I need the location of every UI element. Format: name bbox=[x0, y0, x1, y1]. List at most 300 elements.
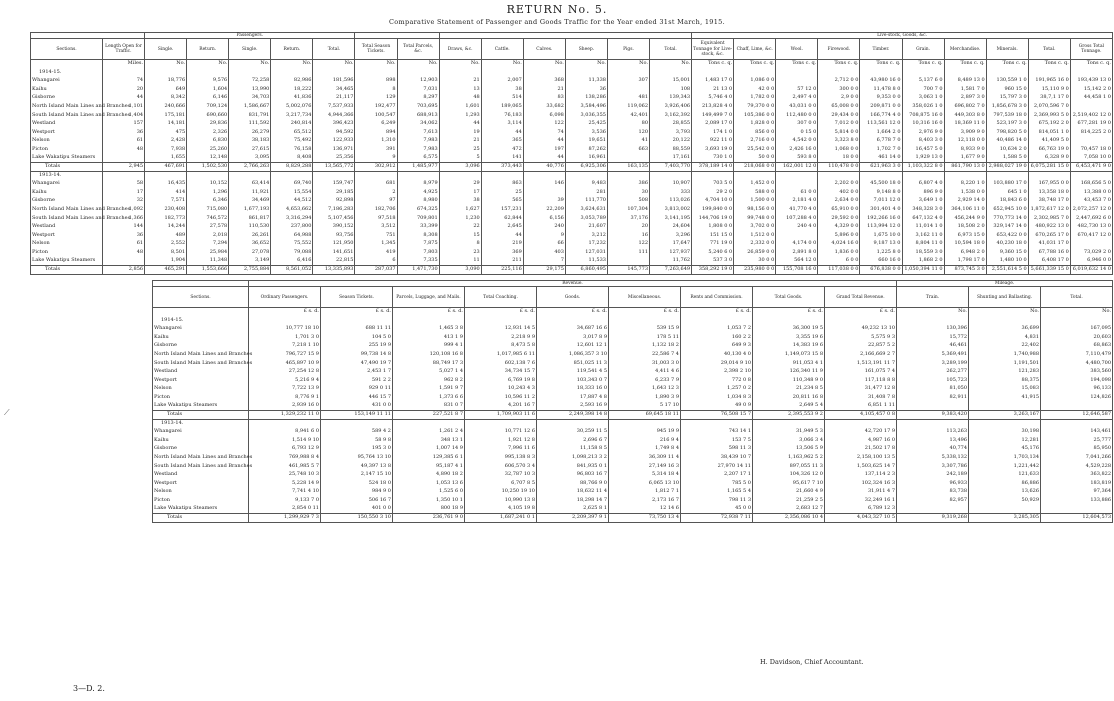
unit-cell: No. bbox=[481, 60, 523, 69]
data-cell: 743 14 1 bbox=[681, 428, 753, 437]
unit-cell: No. bbox=[523, 60, 565, 69]
data-cell: 3,095 bbox=[229, 154, 271, 163]
data-cell: 1,366 bbox=[103, 214, 145, 223]
data-cell: 4,704 10 0 bbox=[692, 197, 734, 206]
data-cell bbox=[1041, 402, 1113, 411]
data-cell: 14,383 19 6 bbox=[753, 342, 825, 351]
data-cell: 6,851 1 11 bbox=[825, 402, 897, 411]
data-cell: 82,957 bbox=[897, 497, 969, 506]
data-cell: 1,581 7 0 bbox=[944, 85, 986, 94]
data-cell: 37,176 bbox=[607, 214, 649, 223]
data-cell: 21,259 2 5 bbox=[753, 497, 825, 506]
data-cell: 1,257 0 2 bbox=[681, 385, 753, 394]
data-cell: 67,788 16 0 bbox=[1028, 249, 1070, 258]
total-cell: 873,745 3 0 bbox=[944, 266, 986, 275]
blank-cell bbox=[145, 171, 187, 180]
unit-cell: Tons c. q. bbox=[776, 60, 818, 69]
section-name: Westland bbox=[153, 368, 249, 377]
data-cell: 32 bbox=[103, 197, 145, 206]
data-cell: 365 bbox=[481, 137, 523, 146]
data-cell: 3,162 11 0 bbox=[902, 231, 944, 240]
data-cell: 119,541 4 5 bbox=[537, 368, 609, 377]
data-cell: 4,944,366 bbox=[313, 111, 355, 120]
data-cell: 18,776 bbox=[145, 77, 187, 86]
total-cell: 13,335,893 bbox=[313, 266, 355, 275]
table-row bbox=[153, 376, 1113, 385]
data-cell: 139,343 bbox=[650, 94, 692, 103]
data-cell: 79,088 bbox=[271, 249, 313, 258]
data-cell: 6,575 bbox=[397, 154, 439, 163]
data-cell: 1,808 0 0 bbox=[692, 223, 734, 232]
data-cell: 98,156 0 0 bbox=[734, 206, 776, 215]
data-cell: 482,730 13 0 bbox=[1070, 223, 1112, 232]
data-cell: 1,098,213 3 2 bbox=[537, 454, 609, 463]
data-cell: 6,346 bbox=[187, 197, 229, 206]
data-cell: 2,181 4 0 bbox=[776, 197, 818, 206]
data-cell: 1,836 0 0 bbox=[818, 249, 860, 258]
blank-cell bbox=[187, 171, 229, 180]
data-cell: 18,298 14 7 bbox=[537, 497, 609, 506]
data-cell: 5,002,076 bbox=[271, 103, 313, 112]
data-cell: 2,218 9 9 bbox=[465, 333, 537, 342]
total-cell: 2,209,397 9 1 bbox=[537, 514, 609, 523]
blank-cell bbox=[692, 68, 734, 77]
data-cell: 771 19 0 bbox=[692, 240, 734, 249]
unit-cell: Tons c. q. bbox=[1028, 60, 1070, 69]
data-cell: 1,740,988 bbox=[969, 351, 1041, 360]
data-cell: 27,970 14 11 bbox=[681, 462, 753, 471]
data-cell: 22,402 bbox=[969, 342, 1041, 351]
data-cell: 42 0 0 bbox=[734, 85, 776, 94]
data-cell: 861,817 bbox=[229, 214, 271, 223]
data-cell: 2,166,669 2 7 bbox=[825, 351, 897, 360]
data-cell: 2,649 5 4 bbox=[753, 402, 825, 411]
data-cell: 7,996 11 6 bbox=[465, 445, 537, 454]
data-cell: 6,065 13 10 bbox=[609, 479, 681, 488]
data-cell: 593 8 0 bbox=[776, 154, 818, 163]
column-header: Cattle. bbox=[481, 39, 523, 60]
blank-cell bbox=[753, 316, 825, 325]
column-header: Grain. bbox=[902, 39, 944, 60]
column-header: Wool. bbox=[776, 39, 818, 60]
data-cell: 48 bbox=[103, 146, 145, 155]
data-cell: 1,017,985 6 11 bbox=[465, 351, 537, 360]
section-name: Picton bbox=[31, 249, 103, 258]
data-cell: 120 bbox=[607, 128, 649, 137]
total-cell: 302,912 bbox=[355, 163, 397, 172]
data-cell: 770,773 14 0 bbox=[986, 214, 1028, 223]
data-cell: 1,503,625 14 7 bbox=[825, 462, 897, 471]
section-name: Westport bbox=[31, 128, 103, 137]
data-cell: 237,800 bbox=[271, 223, 313, 232]
year-row bbox=[31, 171, 1113, 180]
total-cell: 76,508 15 7 bbox=[681, 411, 753, 420]
data-cell: 465,897 10 9 bbox=[249, 359, 321, 368]
data-cell: 663 bbox=[607, 146, 649, 155]
data-cell: 29,836 bbox=[187, 120, 229, 129]
data-cell: 34,062 bbox=[397, 120, 439, 129]
data-cell: 769,988 8 4 bbox=[249, 454, 321, 463]
unit-cell: £ s. d. bbox=[393, 308, 465, 317]
data-cell: 4,480,700 bbox=[1041, 359, 1113, 368]
data-cell: 11,478 8 0 bbox=[860, 85, 902, 94]
data-cell: 10,316 16 0 bbox=[902, 120, 944, 129]
data-cell: 700 7 0 bbox=[902, 85, 944, 94]
blank-cell bbox=[753, 419, 825, 428]
data-cell: 43,453 7 0 bbox=[1070, 197, 1112, 206]
section-name: Westland bbox=[31, 120, 103, 129]
blank-cell bbox=[537, 419, 609, 428]
unit-cell: No. bbox=[397, 60, 439, 69]
data-cell: 715,080 bbox=[187, 206, 229, 215]
data-cell: 945 19 9 bbox=[609, 428, 681, 437]
table-row bbox=[153, 359, 1113, 368]
data-cell: 32,249 16 1 bbox=[825, 497, 897, 506]
data-cell: 96,803 16 7 bbox=[537, 471, 609, 480]
column-header-row bbox=[153, 287, 1113, 308]
margin-mark: ⟋ bbox=[4, 408, 10, 417]
data-cell: 1,655 bbox=[145, 154, 187, 163]
data-cell: 29 2 0 bbox=[692, 188, 734, 197]
blank-cell bbox=[397, 171, 439, 180]
data-cell: 18,222 bbox=[271, 85, 313, 94]
data-cell: 7,741 4 10 bbox=[249, 488, 321, 497]
data-cell: 8 bbox=[355, 85, 397, 94]
blank-cell bbox=[825, 419, 897, 428]
data-cell: 3,066 3 4 bbox=[753, 436, 825, 445]
data-cell: 30 bbox=[607, 188, 649, 197]
data-cell: 5 17 10 bbox=[609, 402, 681, 411]
data-cell: 7,012 0 0 bbox=[818, 120, 860, 129]
data-cell: 524 18 0 bbox=[321, 479, 393, 488]
total-cell: 110,478 0 0 bbox=[818, 163, 860, 172]
data-cell: 1,872,617 12 0 bbox=[1028, 206, 1070, 215]
unit-cell: Tons c. q. bbox=[902, 60, 944, 69]
data-cell: 34,703 bbox=[229, 94, 271, 103]
data-cell: 182,706 bbox=[355, 206, 397, 215]
data-cell: 20 bbox=[103, 85, 145, 94]
data-cell: 675,192 2 0 bbox=[1028, 120, 1070, 129]
data-cell: 88,766 9 0 bbox=[537, 479, 609, 488]
totals-row bbox=[153, 411, 1113, 420]
data-cell: 74 bbox=[523, 128, 565, 137]
blank-cell bbox=[1070, 171, 1112, 180]
data-cell: 138,286 bbox=[565, 94, 607, 103]
data-cell: 22,857 5 2 bbox=[825, 342, 897, 351]
year-row bbox=[31, 68, 1113, 77]
column-header: Total. bbox=[313, 39, 355, 60]
data-cell: 5,746 4 0 bbox=[692, 94, 734, 103]
data-cell: 41,915 bbox=[969, 394, 1041, 403]
data-cell: 1,225 8 0 bbox=[860, 249, 902, 258]
data-cell: 41,409 5 0 bbox=[1028, 137, 1070, 146]
data-cell: 240 4 0 bbox=[776, 223, 818, 232]
data-cell: 88,375 bbox=[969, 376, 1041, 385]
data-cell: 446 15 7 bbox=[321, 394, 393, 403]
data-cell: 3,063 1 0 bbox=[902, 94, 944, 103]
data-cell: 670,265 17 0 bbox=[1028, 231, 1070, 240]
total-cell: 2,755,884 bbox=[229, 266, 271, 275]
section-name: Nelson bbox=[153, 488, 249, 497]
column-header: Length Open for Traffic. bbox=[103, 39, 145, 60]
data-cell: 9,148 8 0 bbox=[860, 188, 902, 197]
data-cell bbox=[607, 154, 649, 163]
data-cell: 369 bbox=[481, 249, 523, 258]
data-cell: 25,425 bbox=[565, 120, 607, 129]
table-row bbox=[31, 146, 1113, 155]
data-cell: 12,148 bbox=[187, 154, 229, 163]
data-cell: 383,560 bbox=[1041, 368, 1113, 377]
data-cell: 20,603 bbox=[1041, 333, 1113, 342]
data-cell: 1,086,357 3 10 bbox=[537, 351, 609, 360]
data-cell: 230,408 bbox=[145, 206, 187, 215]
total-cell: 1,687,241 0 1 bbox=[465, 514, 537, 523]
blank-cell bbox=[481, 171, 523, 180]
data-cell: 7,983 bbox=[397, 146, 439, 155]
table-row bbox=[31, 206, 1113, 215]
data-cell: 5,137 6 0 bbox=[902, 77, 944, 86]
data-cell: 22,209 bbox=[523, 206, 565, 215]
traffic-table bbox=[30, 32, 1113, 275]
data-cell: 95,617 7 10 bbox=[753, 479, 825, 488]
section-name: North Island Main Lines and Branches bbox=[153, 454, 249, 463]
table-row bbox=[153, 351, 1113, 360]
data-cell: 8,776 9 1 bbox=[249, 394, 321, 403]
section-name: Westland bbox=[31, 223, 103, 232]
data-cell: 4,024 16 0 bbox=[818, 240, 860, 249]
data-cell: 8,941 6 0 bbox=[249, 428, 321, 437]
data-cell: 2,976 9 0 bbox=[902, 128, 944, 137]
data-cell: 127,031 bbox=[565, 249, 607, 258]
total-cell: 3,285,305 bbox=[969, 514, 1041, 523]
year-label: 1913-14. bbox=[31, 171, 103, 180]
data-cell: 1,293 bbox=[439, 111, 481, 120]
data-cell: 3,909 9 0 bbox=[944, 128, 986, 137]
data-cell: 61 bbox=[103, 240, 145, 249]
blank-cell bbox=[103, 171, 145, 180]
data-cell: 1,868 2 0 bbox=[902, 257, 944, 266]
data-cell: 44 bbox=[523, 137, 565, 146]
table-row bbox=[153, 454, 1113, 463]
data-cell: 111 bbox=[607, 249, 649, 258]
table-row bbox=[31, 180, 1113, 189]
data-cell: 5,027 1 4 bbox=[393, 368, 465, 377]
data-cell: 7 bbox=[523, 257, 565, 266]
data-cell: 26,261 bbox=[229, 231, 271, 240]
data-cell: 61 0 0 bbox=[776, 188, 818, 197]
data-cell: 1,465 3 8 bbox=[393, 325, 465, 334]
unit-cell: Tons c. q. bbox=[818, 60, 860, 69]
data-cell: 21,502 17 8 bbox=[825, 445, 897, 454]
data-cell: 12,931 14 5 bbox=[465, 325, 537, 334]
total-cell: 2,356,086 10 4 bbox=[753, 514, 825, 523]
blank-cell bbox=[249, 316, 321, 325]
data-cell: 16 bbox=[607, 231, 649, 240]
data-cell: 814,051 1 0 bbox=[1028, 128, 1070, 137]
data-cell: 1,310 bbox=[355, 137, 397, 146]
data-cell: 1,675 10 0 bbox=[860, 231, 902, 240]
data-cell: 3,584,496 bbox=[565, 103, 607, 112]
data-cell: 64,988 bbox=[271, 231, 313, 240]
data-cell: 708,875 16 0 bbox=[902, 111, 944, 120]
unit-cell: Tons c. q. bbox=[944, 60, 986, 69]
data-cell: 3,307,786 bbox=[897, 462, 969, 471]
data-cell: 480,922 13 0 bbox=[1028, 223, 1070, 232]
data-cell: 1,483 17 0 bbox=[692, 77, 734, 86]
unit-cell: Tons c. q. bbox=[692, 60, 734, 69]
data-cell: 386 bbox=[607, 180, 649, 189]
data-cell: 137,114 2 3 bbox=[825, 471, 897, 480]
section-name: Gisborne bbox=[31, 94, 103, 103]
blank-cell bbox=[609, 419, 681, 428]
data-cell: 19,651 bbox=[565, 137, 607, 146]
data-cell: 11,348 bbox=[187, 257, 229, 266]
data-cell: 92,898 bbox=[313, 197, 355, 206]
data-cell: 746,572 bbox=[187, 214, 229, 223]
data-cell: 36,309 11 4 bbox=[609, 454, 681, 463]
data-cell: 6,249 bbox=[355, 120, 397, 129]
page-footer: 3—D. 2. bbox=[73, 684, 105, 693]
data-cell: 300 0 0 bbox=[818, 85, 860, 94]
total-cell: 150,550 3 10 bbox=[321, 514, 393, 523]
data-cell: 211 bbox=[481, 257, 523, 266]
data-cell: 34,465 bbox=[313, 85, 355, 94]
data-cell: 240,814 bbox=[271, 120, 313, 129]
column-header: Total Season Tickets. bbox=[355, 39, 397, 60]
data-cell: 688 11 11 bbox=[321, 325, 393, 334]
data-cell: 7,110,479 bbox=[1041, 351, 1113, 360]
table-row bbox=[153, 333, 1113, 342]
data-cell: 17,887 4 8 bbox=[537, 394, 609, 403]
total-cell: 676,838 0 0 bbox=[860, 266, 902, 275]
blank-cell bbox=[818, 171, 860, 180]
blank-cell bbox=[860, 68, 902, 77]
data-cell: 3,793 bbox=[650, 128, 692, 137]
data-cell: 709,124 bbox=[187, 103, 229, 112]
data-cell: 2,645 bbox=[481, 223, 523, 232]
data-cell: 122 bbox=[607, 240, 649, 249]
data-cell: 193,439 13 0 bbox=[1070, 77, 1112, 86]
data-cell: 1,812 7 1 bbox=[609, 488, 681, 497]
total-cell: 7,263,649 bbox=[650, 266, 692, 275]
data-cell: 5,240 6 0 bbox=[692, 249, 734, 258]
data-cell: 17,647 bbox=[650, 240, 692, 249]
data-cell: 38,439 10 7 bbox=[681, 454, 753, 463]
data-cell: 93,756 bbox=[313, 231, 355, 240]
total-cell: 1,050,394 11 0 bbox=[902, 266, 944, 275]
unit-cell: Tons c. q. bbox=[1070, 60, 1112, 69]
column-header: Grand Total Revenue. bbox=[825, 287, 897, 308]
blank-cell bbox=[439, 171, 481, 180]
table-row bbox=[31, 240, 1113, 249]
data-cell: 45 0 0 bbox=[681, 505, 753, 514]
data-cell: 1,856,678 3 0 bbox=[986, 103, 1028, 112]
group-header: Passengers. bbox=[145, 33, 355, 39]
unit-cell: £ s. d. bbox=[249, 308, 321, 317]
total-cell: 4,105,457 0 8 bbox=[825, 411, 897, 420]
data-cell: 831 0 7 bbox=[393, 402, 465, 411]
data-cell: 110,530 bbox=[229, 223, 271, 232]
data-cell: 36,300 19 5 bbox=[753, 325, 825, 334]
data-cell: 1,373 6 6 bbox=[393, 394, 465, 403]
total-cell: 1,471,730 bbox=[397, 266, 439, 275]
data-cell: 1,604 bbox=[187, 85, 229, 94]
unit-cell: No. bbox=[355, 60, 397, 69]
data-cell: 17,232 bbox=[565, 240, 607, 249]
blank-cell bbox=[902, 68, 944, 77]
blank-cell bbox=[692, 171, 734, 180]
data-cell: 157,231 bbox=[481, 206, 523, 215]
data-cell bbox=[776, 231, 818, 240]
data-cell: 83 bbox=[523, 94, 565, 103]
data-cell: 2,453 1 7 bbox=[321, 368, 393, 377]
data-cell: 1,538 0 0 bbox=[944, 188, 986, 197]
blank-cell bbox=[393, 419, 465, 428]
data-cell: 863 bbox=[481, 180, 523, 189]
data-cell: 506 16 7 bbox=[321, 497, 393, 506]
data-cell: 113,994 12 0 bbox=[860, 223, 902, 232]
data-cell: 565 bbox=[481, 197, 523, 206]
data-cell: 40,486 14 0 bbox=[986, 137, 1028, 146]
data-cell: 798 11 3 bbox=[681, 497, 753, 506]
data-cell: 13,626 bbox=[969, 488, 1041, 497]
data-cell: 5,216 9 4 bbox=[249, 376, 321, 385]
data-cell: 144 bbox=[103, 223, 145, 232]
data-cell: 113,026 bbox=[650, 197, 692, 206]
data-cell: 38 bbox=[439, 197, 481, 206]
blank-cell bbox=[681, 419, 753, 428]
data-cell: 14,181 bbox=[145, 120, 187, 129]
data-cell: 161,075 7 4 bbox=[825, 368, 897, 377]
data-cell: 6,778 7 0 bbox=[860, 137, 902, 146]
total-cell: 9,383,420 bbox=[897, 411, 969, 420]
data-cell: 178 5 11 bbox=[609, 333, 681, 342]
group-header: Mileage. bbox=[897, 281, 1113, 287]
section-name: Whangarei bbox=[153, 325, 249, 334]
data-cell: 709,801 bbox=[397, 214, 439, 223]
data-cell: 159,747 bbox=[313, 180, 355, 189]
data-cell: 2,332 0 0 bbox=[734, 240, 776, 249]
data-cell: 2,007 bbox=[481, 77, 523, 86]
data-cell: 7,722 13 9 bbox=[249, 385, 321, 394]
data-cell: 41,836 bbox=[271, 94, 313, 103]
unit-cell: No. bbox=[271, 60, 313, 69]
table-row bbox=[153, 368, 1113, 377]
data-cell: 598 11 3 bbox=[681, 445, 753, 454]
blank-cell bbox=[249, 419, 321, 428]
data-cell: 121,950 bbox=[313, 240, 355, 249]
column-header: Calves. bbox=[523, 39, 565, 60]
data-cell: 281 bbox=[565, 188, 607, 197]
data-cell: 3,702 0 0 bbox=[734, 223, 776, 232]
data-cell: 17,161 bbox=[650, 154, 692, 163]
data-cell: 4,411 4 6 bbox=[609, 368, 681, 377]
data-cell: 44,512 bbox=[271, 197, 313, 206]
table-row bbox=[31, 249, 1113, 258]
table-row bbox=[31, 85, 1113, 94]
total-cell: 2,945 bbox=[103, 163, 145, 172]
blank-cell bbox=[321, 316, 393, 325]
data-cell: 166,774 4 0 bbox=[860, 111, 902, 120]
blank-cell bbox=[321, 419, 393, 428]
data-cell: 1,749 8 4 bbox=[609, 445, 681, 454]
data-cell: 38,7,1 17 0 bbox=[1028, 94, 1070, 103]
unit-cell: £ s. d. bbox=[321, 308, 393, 317]
data-cell: 653,422 0 0 bbox=[986, 231, 1028, 240]
data-cell: 133,886 bbox=[1041, 497, 1113, 506]
data-cell: 255 19 9 bbox=[321, 342, 393, 351]
data-cell: 18,508 2 0 bbox=[944, 223, 986, 232]
